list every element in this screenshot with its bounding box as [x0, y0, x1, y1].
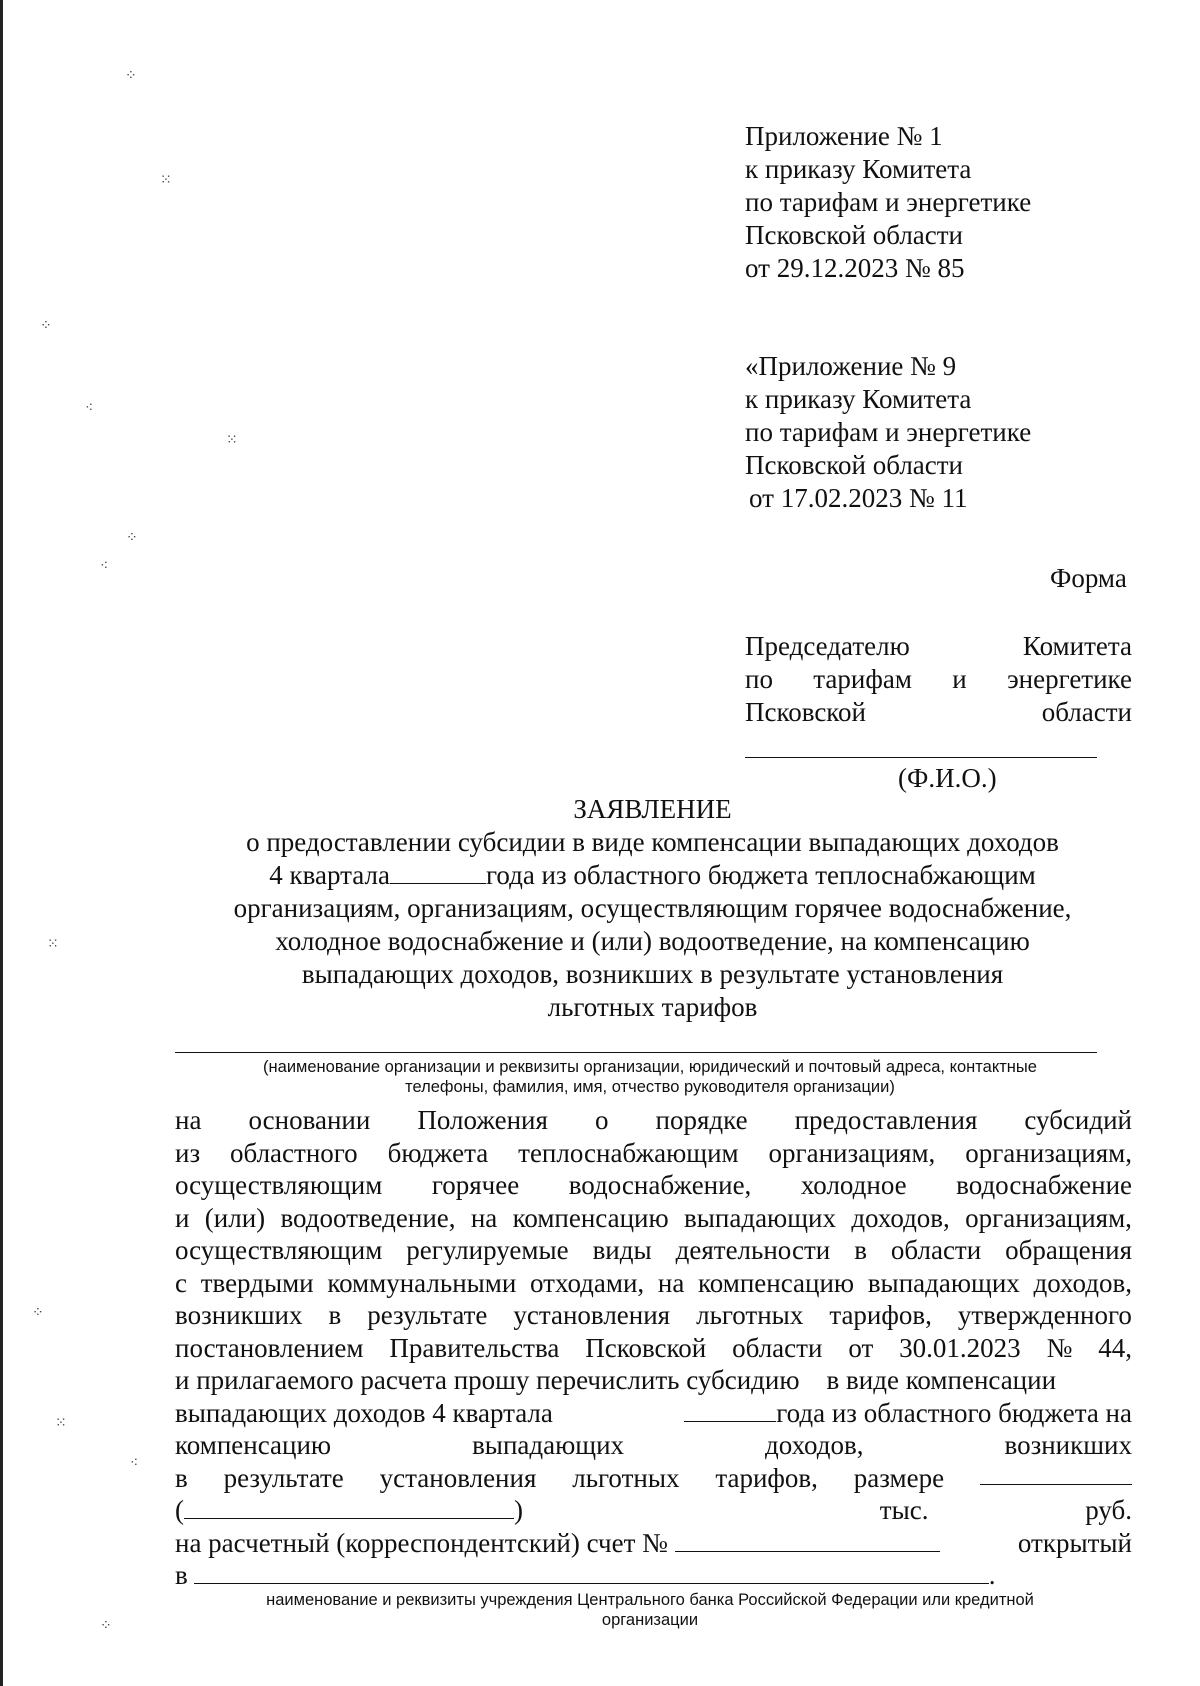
body-line — [175, 1267, 1132, 1300]
scan-speck: ⁙ — [47, 936, 59, 952]
subtitle-text: 4 квартала — [269, 860, 390, 890]
body-line — [175, 1202, 1132, 1235]
amount-in-words-group — [175, 1494, 523, 1527]
word: Комитета — [1022, 631, 1132, 661]
word: Правительства — [389, 1332, 560, 1363]
body-text: на расчетный (корреспондентский) счет № — [175, 1527, 668, 1558]
body-line — [175, 1234, 1132, 1267]
scan-speck: ⁘ — [126, 530, 138, 546]
application-body — [175, 1104, 1132, 1592]
body-text: года из областного бюджета на — [776, 1397, 1132, 1428]
scan-speck: ⁘ — [100, 1618, 112, 1634]
word: на — [175, 1105, 202, 1135]
word: на — [657, 1267, 685, 1298]
word: из — [175, 1137, 201, 1168]
word: области — [890, 1235, 982, 1265]
header-line: от 29.12.2023 № 85 — [745, 253, 965, 283]
word: № — [1046, 1332, 1073, 1363]
header-line: Псковской области — [745, 450, 964, 480]
word: выпадающих — [684, 1202, 836, 1233]
word: осуществляющим — [175, 1235, 383, 1265]
word: Псковской — [585, 1332, 707, 1363]
body-line — [175, 1494, 1132, 1527]
word: тарифов, — [715, 1462, 818, 1493]
subtitle-line: организациям, организациям, осуществляющим горячее водоснабжение, — [233, 893, 1072, 923]
word: предоставления — [794, 1105, 978, 1135]
header-line: к приказу Комитета — [745, 384, 972, 414]
word: коммунальными — [327, 1267, 517, 1298]
scan-speck: ⁘ — [125, 68, 137, 84]
word: водоснабжение, — [568, 1170, 752, 1200]
body-line — [175, 1559, 1132, 1592]
form-label: Форма — [1050, 563, 1127, 593]
word: компенсацию — [175, 1430, 332, 1460]
body-line — [175, 1137, 1132, 1170]
subtitle-line — [0, 859, 1200, 892]
word: тарифов, — [829, 1300, 932, 1330]
word: деятельности — [675, 1235, 831, 1265]
word: в — [328, 1300, 342, 1330]
word: (или) — [204, 1202, 266, 1233]
word: льготных — [696, 1300, 804, 1330]
word: доходов, — [1033, 1267, 1132, 1298]
word: по — [745, 664, 773, 694]
document-title — [0, 793, 1200, 826]
caption-line: телефоны, фамилия, имя, отчество руководителя организации) — [405, 1078, 895, 1096]
word: с — [175, 1267, 187, 1298]
paren-open: ( — [175, 1495, 184, 1525]
subtitle-text: года из областного бюджета теплоснабжающим — [485, 860, 1036, 890]
body-line — [175, 1169, 1132, 1202]
fio-signature-line — [745, 757, 1097, 758]
word: размере — [853, 1462, 945, 1493]
body-line: и прилагаемого расчета прошу перечислить субсидию в виде компенсации — [175, 1365, 1057, 1395]
word: порядке — [655, 1105, 748, 1135]
unit-rub: руб. — [1085, 1495, 1132, 1525]
body-line — [175, 1527, 1132, 1560]
word: отходами, — [530, 1267, 645, 1298]
word: областного — [230, 1137, 358, 1168]
word: виды — [592, 1235, 652, 1265]
word: результате — [223, 1462, 344, 1493]
word: возникших — [1004, 1430, 1132, 1460]
word: субсидий — [1024, 1105, 1132, 1135]
word: 44, — [1098, 1332, 1132, 1363]
amount-words-blank — [184, 1496, 514, 1519]
scan-speck: ⁘ — [40, 318, 52, 334]
word: осуществляющим — [175, 1170, 383, 1200]
word: твердыми — [200, 1267, 314, 1298]
paren-close: ) — [514, 1495, 523, 1525]
word: утвержденного — [957, 1300, 1132, 1330]
word: водоотведение, — [280, 1202, 456, 1233]
organization-caption — [180, 1057, 1120, 1097]
appendix-1-header — [745, 120, 1031, 285]
subtitle-line: о предоставлении субсидии в виде компенсации выпадающих доходов — [246, 827, 1059, 857]
body-line — [175, 1299, 1132, 1332]
word: доходов, — [851, 1202, 950, 1233]
bank-caption — [180, 1590, 1120, 1630]
word: области — [1041, 697, 1132, 727]
document-title-text: ЗАЯВЛЕНИЕ — [573, 794, 732, 824]
body-text: открытый — [1017, 1527, 1132, 1558]
word: теплоснабжающим — [518, 1137, 739, 1168]
word: и — [952, 664, 967, 694]
word: установления — [513, 1300, 671, 1330]
word: в — [854, 1235, 867, 1265]
word: тарифам — [813, 664, 912, 694]
scan-speck: ⁘ — [32, 1305, 44, 1321]
word: организациям, — [965, 1137, 1132, 1168]
scan-speck: ⁙ — [226, 432, 238, 448]
unit-thousand: тыс. — [879, 1495, 929, 1525]
word: доходов, — [765, 1430, 864, 1460]
word: Псковской — [745, 697, 866, 727]
body-text: выпадающих доходов 4 квартала — [175, 1397, 553, 1428]
caption-line: наименование и реквизиты учреждения Центрального банка Российской Федерации или кредитной — [266, 1591, 1034, 1609]
appendix-9-header — [745, 350, 1031, 515]
addressee-block — [745, 630, 1132, 729]
word: основании — [248, 1105, 371, 1135]
word: в — [175, 1462, 188, 1493]
word: бюджета — [387, 1137, 489, 1168]
quarter-year-group — [684, 1397, 1132, 1430]
word: регулируемые — [406, 1235, 569, 1265]
body-line — [175, 1462, 1132, 1495]
word: от — [848, 1332, 874, 1363]
word: выпадающих — [472, 1430, 625, 1460]
word: результате — [367, 1300, 488, 1330]
header-line: от 17.02.2023 № 11 — [749, 483, 968, 513]
caption-line: (наименование организации и реквизиты организации, юридический и почтовый адреса, контактные — [263, 1058, 1037, 1076]
word: возникших — [175, 1300, 303, 1330]
body-text: в — [175, 1560, 188, 1590]
word: холодное — [800, 1170, 907, 1200]
scan-speck: ⁖ — [130, 1455, 139, 1471]
scan-speck: ⁖ — [100, 558, 109, 574]
word: организациям, — [965, 1202, 1132, 1233]
scan-speck: ⁙ — [55, 1415, 67, 1431]
word: установления — [379, 1462, 537, 1493]
scan-speck: ⁖ — [85, 400, 94, 416]
body-line — [175, 1332, 1132, 1365]
word: обращения — [1005, 1235, 1132, 1265]
body-line — [175, 1104, 1132, 1137]
body-line — [175, 1397, 1132, 1430]
word: энергетике — [1007, 664, 1132, 694]
header-line: «Приложение № 9 — [745, 351, 957, 381]
word: компенсацию — [512, 1202, 669, 1233]
year-blank — [390, 861, 486, 884]
word: постановлением — [175, 1332, 364, 1363]
bank-name-blank — [194, 1561, 989, 1584]
scan-speck: ⁙ — [160, 172, 172, 188]
word: организациям, — [768, 1137, 936, 1168]
amount-blank — [980, 1462, 1132, 1485]
word: льготных — [572, 1462, 680, 1493]
word: компенсацию — [698, 1267, 855, 1298]
word: 30.01.2023 — [899, 1332, 1021, 1363]
body-line — [175, 1429, 1132, 1462]
header-line: Псковской области — [745, 220, 964, 250]
header-line: к приказу Комитета — [745, 154, 972, 184]
caption-line: организации — [601, 1611, 699, 1629]
subtitle-line: льготных тарифов — [547, 992, 758, 1022]
word: и — [175, 1202, 190, 1233]
header-line: Приложение № 1 — [745, 121, 943, 151]
word: Председателю — [745, 631, 910, 661]
header-line: по тарифам и энергетике — [745, 417, 1032, 447]
body-text: . — [988, 1560, 996, 1590]
word: на — [470, 1202, 498, 1233]
word: о — [594, 1105, 609, 1135]
year-blank — [684, 1399, 776, 1422]
subtitle-line: выпадающих доходов, возникших в результате установления — [301, 959, 1004, 989]
subtitle-line: холодное водоснабжение и (или) водоотведение, на компенсацию — [275, 926, 1030, 956]
organization-line — [175, 1052, 1097, 1053]
word: горячее — [431, 1170, 520, 1200]
word: водоснабжение — [956, 1170, 1132, 1200]
document-subtitle — [0, 826, 1200, 1024]
fio-caption: (Ф.И.О.) — [898, 763, 997, 793]
account-group — [175, 1527, 940, 1560]
word: области — [732, 1332, 823, 1363]
word: выпадающих — [867, 1267, 1020, 1298]
account-number-blank — [675, 1529, 940, 1552]
word: Положения — [417, 1105, 548, 1135]
header-line: по тарифам и энергетике — [745, 187, 1032, 217]
